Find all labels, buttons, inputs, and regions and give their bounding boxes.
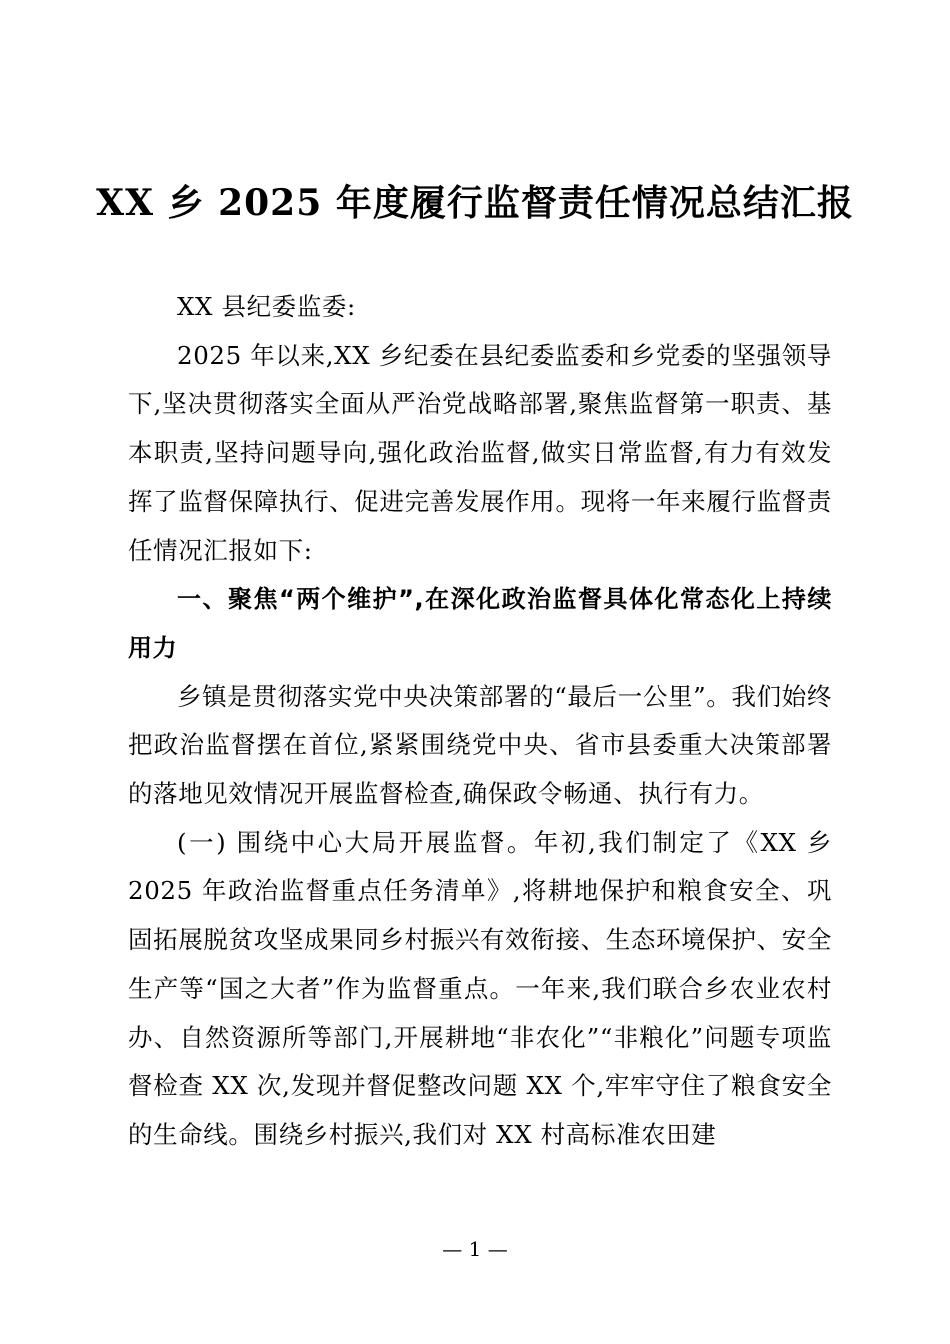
document-body xyxy=(128,283,832,1160)
page-number: — 1 — xyxy=(442,1237,508,1261)
intro-paragraph: 2025 年以来,XX 乡纪委在县纪委监委和乡党委的坚强领导下,坚决贯彻落实全面从严治党战略部署,聚焦监督第一职责、基本职责,坚持问题导向,强化政治监督,做实日常监督,有力有效发挥了监督保障执行、促进完善发展作用。现将一年来履行监督责任情况汇报如下: xyxy=(128,340,832,565)
section-heading: 一、聚焦“两个维护”,在深化政治监督具体化常态化上持续用力 xyxy=(128,585,832,662)
document-title: XX 乡 2025 年度履行监督责任情况总结汇报 xyxy=(96,182,854,224)
salutation: XX 县纪委监委: xyxy=(177,292,356,321)
section-paragraph-2: (一) 围绕中心大局开展监督。年初,我们制定了《XX 乡2025 年政治监督重点任务清单》,将耕地保护和粮食安全、巩固拓展脱贫攻坚成果同乡村振兴有效衔接、生态环境保护、安全生产等“国之大者”作为监督重点。一年来,我们联合乡农业农村办、自然资源所等部门,开展耕地“非农化”“非粮化”问题专项监督检查 XX 次,发现并督促整改问题 XX 个,牢牢守住了粮食安全的生命线。围绕乡村振兴,我们对 XX 村高标准农田建 xyxy=(128,827,832,1149)
section-paragraph-1: 乡镇是贯彻落实党中央决策部署的“最后一公里”。我们始终把政治监督摆在首位,紧紧围绕党中央、省市县委重大决策部署的落地见效情况开展监督检查,确保政令畅通、执行有力。 xyxy=(128,681,832,809)
